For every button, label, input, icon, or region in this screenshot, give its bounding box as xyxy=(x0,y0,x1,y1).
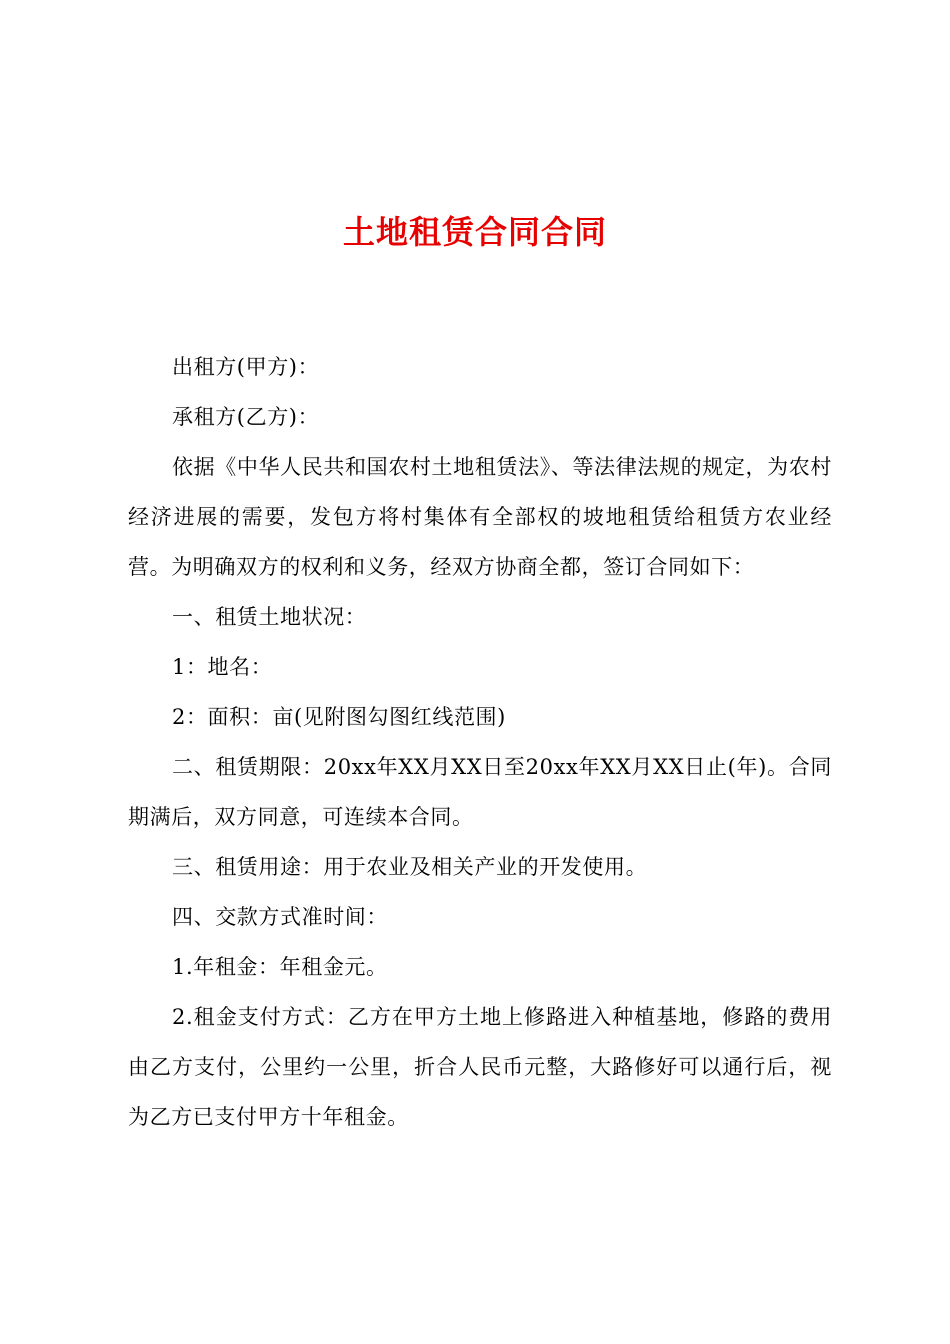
paragraph-preamble: 依据《中华人民共和国农村土地租赁法》、等法律法规的规定，为农村经济进展的需要，发包方将村集体有全部权的坡地租赁给租赁方农业经营。为明确双方的权利和义务，经双方协商全都，签订合同如下： xyxy=(128,455,832,579)
document-title: 土地租赁合同合同 xyxy=(342,213,607,251)
paragraph-section-3: 三、租赁用途：用于农业及相关产业的开发使用。 xyxy=(172,855,648,879)
paragraph-section-2: 二、租赁期限：20xx年XX月XX日至20xx年XX月XX日止(年)。合同期满后，双方同意，可连续本合同。 xyxy=(128,755,832,829)
document-body xyxy=(128,342,832,1142)
paragraph-place-name: 1：地名： xyxy=(172,655,273,679)
paragraph-payment-method: 2.租金支付方式：乙方在甲方土地上修路进入种植基地，修路的费用由乙方支付，公里约一公里，折合人民币元整，大路修好可以通行后，视为乙方已支付甲方十年租金。 xyxy=(128,1005,832,1129)
paragraph-lessor: 出租方(甲方)： xyxy=(172,355,320,379)
paragraph-annual-rent: 1.年租金：年租金元。 xyxy=(172,955,388,979)
paragraph-lessee: 承租方(乙方)： xyxy=(172,405,320,429)
paragraph-area: 2：面积：亩(见附图勾图红线范围) xyxy=(172,705,506,729)
paragraph-section-1: 一、租赁土地状况： xyxy=(172,605,367,629)
paragraph-section-4: 四、交款方式准时间： xyxy=(172,905,388,929)
